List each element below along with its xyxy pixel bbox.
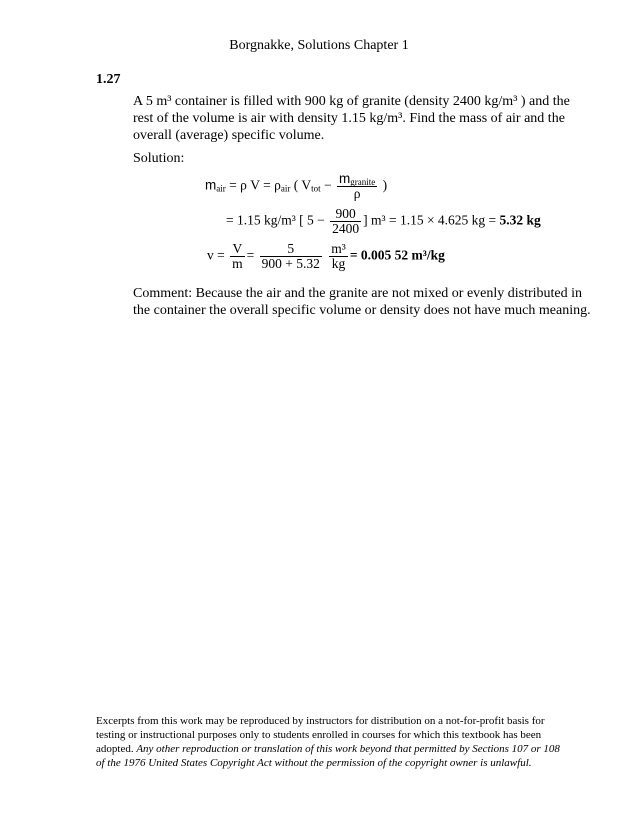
eq2-frac-num: 900: [330, 207, 361, 222]
eq3-eq: =: [246, 247, 255, 263]
footer-line: testing or instructional purposes only to students enrolled in courses for which this textbook has been: [96, 729, 542, 741]
statement-line: overall (average) specific volume.: [133, 128, 325, 143]
eq1-frac-num: m: [339, 171, 351, 186]
eq2-frac-den: 2400: [332, 221, 360, 236]
eq3-fraction-units: [329, 242, 348, 271]
eq2-result: 5.32 kg: [499, 212, 541, 228]
equation-mass-air: [205, 172, 387, 201]
solution-label: Solution:: [133, 151, 185, 166]
eq3-frac3-num: m³: [331, 241, 346, 256]
eq1-frac-den: ρ: [353, 186, 361, 201]
eq1-frac-num-sub: granite: [350, 177, 376, 187]
eq3-fraction-numeric: [260, 242, 322, 271]
copyright-footer: [96, 714, 560, 770]
eq3-lhs: v =: [207, 247, 225, 263]
eq1-lhs-sub: air: [216, 183, 226, 194]
problem-number: 1.27: [96, 72, 121, 87]
eq3-frac2-num: 5: [260, 242, 322, 257]
eq1-open: ( V: [290, 177, 312, 193]
footer-line: [96, 756, 560, 770]
eq1-close: ): [379, 177, 388, 193]
eq1-fraction: [337, 172, 377, 201]
problem-statement: [133, 93, 570, 144]
comment-line: Comment: Because the air and the granite are not mixed or evenly distributed in: [133, 286, 583, 301]
equation-mass-air-value: [226, 207, 541, 236]
eq1-mid-sub: air: [280, 183, 291, 194]
eq3-frac1-num: V: [230, 242, 245, 257]
comment-line: the container the overall specific volume or density does not have much meaning.: [133, 303, 591, 318]
eq2-prefix: = 1.15 kg/m³ [ 5 −: [226, 212, 325, 228]
page-header: Borgnakke, Solutions Chapter 1: [229, 38, 409, 53]
footer-line: [96, 742, 560, 756]
eq3-result: = 0.005 52 m³/kg: [349, 247, 445, 263]
eq3-frac1-den: m: [232, 256, 243, 271]
eq1-lhs: m: [205, 177, 217, 193]
eq3-fraction-vm: [230, 242, 245, 271]
equation-specific-volume: [207, 242, 445, 271]
footer-line4-italic: of the 1976 United States Copyright Act without the permission of the copyright owner is unlawful.: [96, 757, 532, 769]
eq3-frac3-den: kg: [331, 256, 346, 271]
footer-line3-italic: Any other reproduction or translation of this work beyond that permitted by Sections 107 or 108: [136, 743, 560, 755]
eq1-open-sub: tot: [311, 183, 321, 194]
eq1-minus: −: [320, 177, 332, 193]
comment-paragraph: [133, 285, 591, 319]
eq2-fraction: [330, 207, 361, 236]
statement-line: rest of the volume is air with density 1.15 kg/m³. Find the mass of air and the: [133, 111, 565, 126]
statement-line: A 5 m³ container is filled with 900 kg of granite (density 2400 kg/m³ ) and the: [133, 94, 570, 109]
footer-line: Excerpts from this work may be reproduced by instructors for distribution on a not-for-profit basis for: [96, 715, 545, 727]
eq3-frac2-den: 900 + 5.32: [261, 256, 320, 271]
eq2-suffix: ] m³ = 1.15 × 4.625 kg =: [363, 212, 500, 228]
footer-line3-plain: adopted.: [96, 743, 137, 755]
eq1-mid: = ρ V = ρ: [225, 177, 281, 193]
